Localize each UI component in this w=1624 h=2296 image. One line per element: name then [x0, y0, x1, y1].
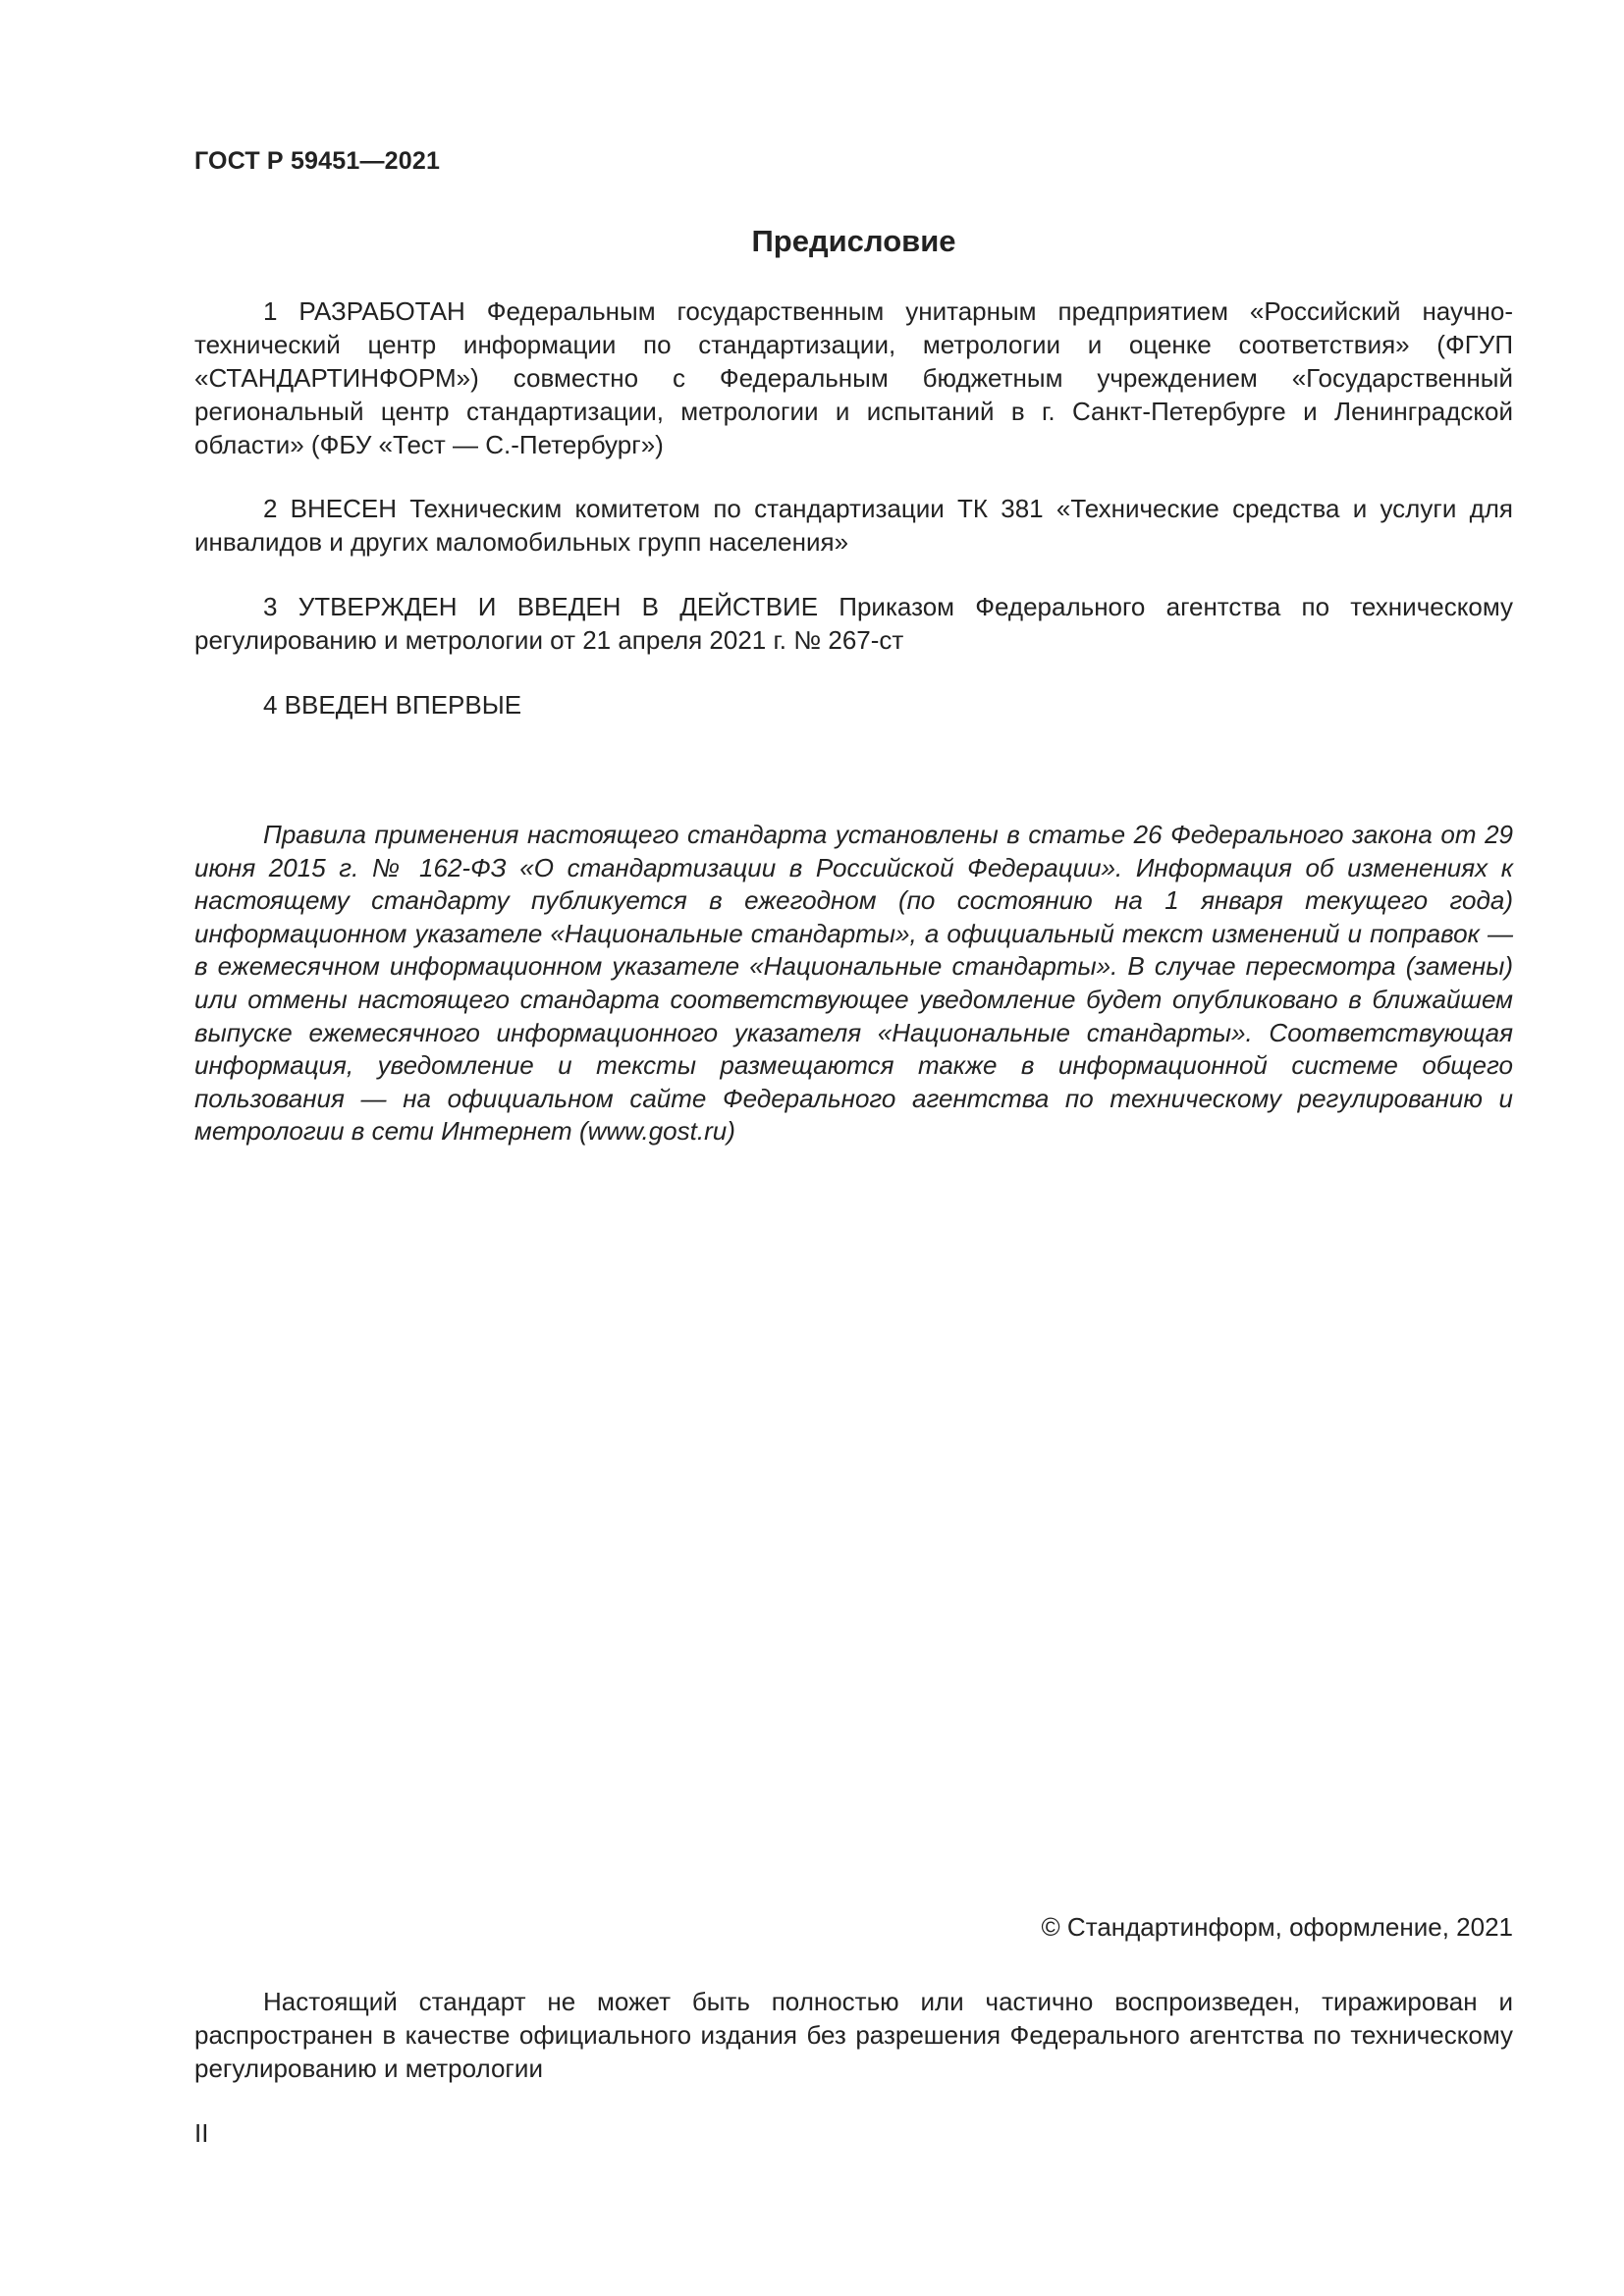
foreword-item-approved: 3 УТВЕРЖДЕН И ВВЕДЕН В ДЕЙСТВИЕ Приказом Федерального агентства по техническому регулированию и метрологии от 21 апреля 2021 г. № 267-ст — [194, 592, 1513, 655]
foreword-item-developed: 1 РАЗРАБОТАН Федеральным государственным унитарным предприятием «Российский научно-технический центр информации по стандартизации, метрологии и оценке соответствия» (ФГУП «СТАНДАРТИНФОРМ») совместно с Федеральным бюджетным учреждением «Государственный региональный центр стандартизации, метрологии и испытаний в г. Санкт-Петербурге и Ленинградской области» (ФБУ «Тест — С.-Петербург») — [194, 296, 1513, 459]
reprint-restriction-notice: Настоящий стандарт не может быть полностью или частично воспроизведен, тиражирован и распространен в качестве официального издания без разрешения Федерального агентства по техническому регулированию и метрологии — [194, 1987, 1513, 2083]
page-number: II — [194, 2118, 209, 2148]
application-rules-notice: Правила применения настоящего стандарта установлены в статье 26 Федерального закона от 29 июня 2015 г. № 162-ФЗ «О стандартизации в Российской Федерации». Информация об изменениях к настоящему стандарту публикуется в ежегодном (по состоянию на 1 января текущего года) информационном указателе «Национальные стандарты», а официальный текст изменений и поправок — в ежемесячном информационном указателе «Национальные стандарты». В случае пересмотра (замены) или отмены настоящего стандарта соответствующее уведомление будет опубликовано в ближайшем выпуске ежемесячного информационного указателя «Национальные стандарты». Соответствующая информация, уведомление и тексты размещаются также в информационной системе общего пользования — на официальном сайте Федерального агентства по техническому регулированию и метрологии в сети Интернет (www.gost.ru) — [194, 820, 1513, 1147]
foreword-item-first-introduced: 4 ВВЕДЕН ВПЕРВЫЕ — [263, 690, 522, 720]
document-code-header: ГОСТ Р 59451—2021 — [194, 147, 441, 175]
copyright-line: © Стандартинформ, оформление, 2021 — [1041, 1912, 1513, 1942]
foreword-item-introduced: 2 ВНЕСЕН Техническим комитетом по стандартизации ТК 381 «Технические средства и услуги для инвалидов и других маломобильных групп населения» — [194, 494, 1513, 557]
page-title: Предисловие — [751, 224, 956, 258]
